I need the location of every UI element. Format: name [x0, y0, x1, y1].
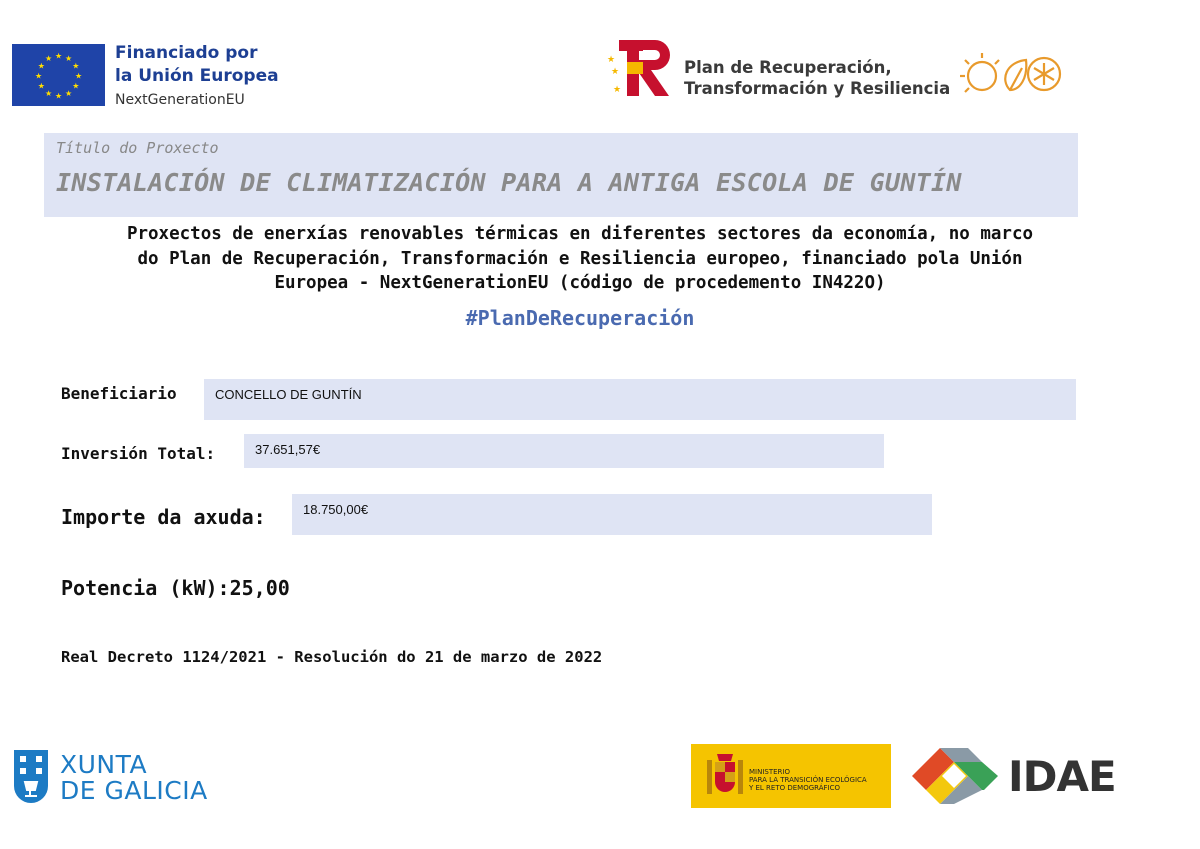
project-title-label: Título do Proxecto	[56, 139, 219, 157]
ministerio-line2: PARA LA TRANSICIÓN ECOLÓGICA	[749, 776, 867, 784]
eu-line1: Financiado por	[115, 43, 258, 63]
potencia-text: Potencia (kW):25,00	[61, 576, 290, 600]
importe-label: Importe da axuda:	[61, 505, 266, 529]
project-title: INSTALACIÓN DE CLIMATIZACIÓN PARA A ANTIGA ESCOLA DE GUNTÍN	[56, 168, 962, 197]
description-line3: Europea - NextGenerationEU (código de procedemento IN422O)	[274, 273, 886, 293]
project-description	[60, 222, 1100, 296]
eu-line2: la Unión Europea	[115, 66, 279, 86]
ministerio-line1: MINISTERIO	[749, 768, 790, 776]
eu-star: ★	[65, 88, 73, 98]
svg-text:★: ★	[607, 55, 616, 65]
svg-text:★: ★	[611, 67, 620, 77]
xunta-line1: XUNTA	[60, 750, 148, 779]
eu-star: ★	[72, 81, 80, 91]
inversion-label: Inversión Total:	[61, 444, 216, 463]
plan-recuperacion-text	[684, 57, 950, 99]
eu-line3: NextGenerationEU	[115, 92, 245, 108]
plan-line1: Plan de Recuperación,	[684, 58, 892, 77]
eu-star: ★	[45, 54, 53, 64]
tr-monogram-icon	[605, 40, 677, 98]
importe-value: 18.750,00€	[292, 494, 932, 535]
eu-star: ★	[55, 51, 63, 61]
hashtag: #PlanDeRecuperación	[465, 306, 695, 330]
beneficiario-value: CONCELLO DE GUNTÍN	[204, 379, 1076, 420]
xunta-line2: DE GALICIA	[60, 776, 208, 805]
description-line2: do Plan de Recuperación, Transformación e Resiliencia europeo, financiado pola Unión	[137, 248, 1023, 269]
eu-flag-logo	[12, 44, 105, 106]
decreto-text: Real Decreto 1124/2021 - Resolución do 21 de marzo de 2022	[61, 648, 603, 666]
sun-leaf-snowflake-icon	[958, 50, 1068, 98]
eu-star: ★	[75, 71, 83, 81]
eu-star: ★	[72, 61, 80, 71]
plan-line2: Transformación y Resiliencia	[684, 79, 951, 98]
eu-star: ★	[37, 61, 45, 71]
ministerio-text	[749, 768, 889, 792]
ministerio-line3: Y EL RETO DEMOGRÁFICO	[749, 784, 840, 792]
eu-star: ★	[45, 88, 53, 98]
xunta-shield-icon	[12, 748, 50, 806]
inversion-value: 37.651,57€	[244, 434, 884, 468]
description-line1: Proxectos de enerxías renovables térmicas en diferentes sectores da economía, no marco	[126, 224, 1034, 244]
eu-funding-text	[115, 42, 279, 112]
svg-text:★: ★	[613, 85, 622, 95]
idae-logo-text: IDAE	[1008, 752, 1116, 801]
eu-star: ★	[35, 71, 43, 81]
idae-logo-icon	[908, 744, 1002, 808]
spain-coat-of-arms-icon	[703, 750, 747, 802]
xunta-galicia-logo-text	[60, 752, 208, 804]
eu-star: ★	[55, 91, 63, 101]
beneficiario-label: Beneficiario	[61, 384, 177, 403]
eu-star: ★	[65, 54, 73, 64]
eu-star: ★	[37, 81, 45, 91]
